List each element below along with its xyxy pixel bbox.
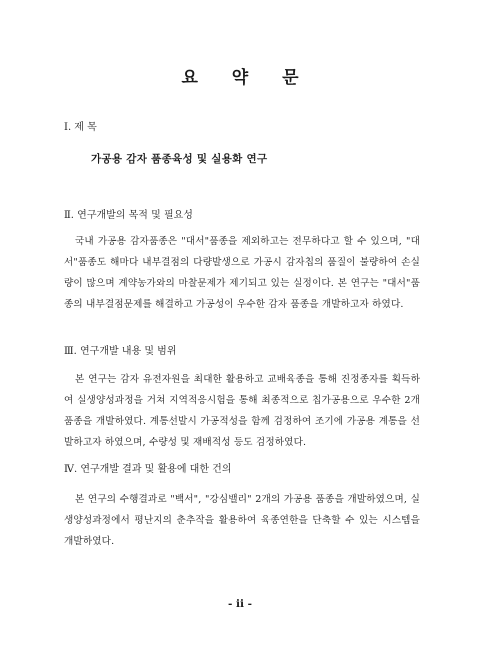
project-title: 가공용 감자 품종육성 및 실용화 연구 [91,153,268,165]
section-heading-scope: Ⅲ. 연구개발 내용 및 범위 [64,346,177,357]
page-title: 요 약 문 [181,68,313,88]
section-body-purpose: 국내 가공용 감자품종은 "대서"품종을 제외하고는 전무하다고 할 수 있으며, "대서"품종도 해마다 내부결점의 다량발생으로 가공시 감자칩의 품질이 불량하여 손실량이 많으며 계약농가와의 마찰문제가 제기되고 있는 실정이다. 본 연구는 "대서"품종의 내부결점문제를 해결하고 가공성이 우수한 감자 품종을 개발하고자 하였다. [64,236,420,310]
section-heading-results: Ⅳ. 연구개발 결과 및 활용에 대한 건의 [64,464,232,475]
section-body-results: 본 연구의 수행결과로 "백서", "강심밸리" 2개의 가공용 품종을 개발하였으며, 실생양성과정에서 평난지의 춘추작을 활용하여 육종연한을 단축할 수 있는 시스템을 개발하였다. [64,494,420,547]
section-heading-title: Ⅰ. 제 목 [64,122,97,133]
section-body-scope: 본 연구는 감자 유전자원을 최대한 활용하고 교배육종을 통해 진정종자를 획득하여 실생양성과정을 거쳐 지역적응시험을 통해 최종적으로 칩가공용으로 우수한 2개품종을 개발하였다. 계통선발시 가공적성을 함께 검정하여 조기에 가공용 계통을 선발하고자 하였으며, 수량성 및 재배적성 등도 검정하였다. [64,374,420,448]
section-heading-purpose: Ⅱ. 연구개발의 목적 및 필요성 [64,210,193,221]
page-number: - ii - [227,598,252,610]
